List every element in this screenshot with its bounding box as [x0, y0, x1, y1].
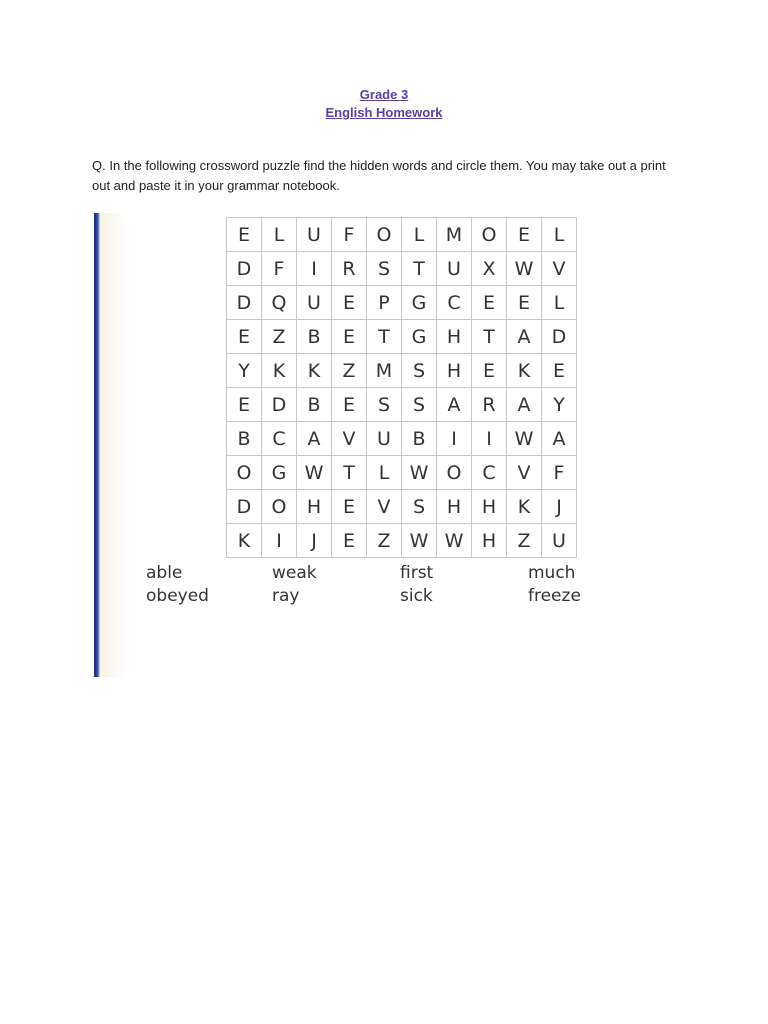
grid-cell: O	[437, 456, 472, 490]
grid-cell: G	[262, 456, 297, 490]
grid-cell: T	[472, 320, 507, 354]
grid-cell: L	[542, 218, 577, 252]
grid-cell: O	[472, 218, 507, 252]
grid-cell: R	[332, 252, 367, 286]
grid-cell: V	[332, 422, 367, 456]
grid-cell: F	[542, 456, 577, 490]
grid-cell: M	[437, 218, 472, 252]
grid-cell: U	[297, 218, 332, 252]
grid-cell: V	[507, 456, 542, 490]
grid-cell: E	[332, 286, 367, 320]
grid-cell: E	[332, 388, 367, 422]
grid-cell: I	[297, 252, 332, 286]
grid-cell: D	[227, 252, 262, 286]
grid-cell: W	[402, 524, 437, 558]
grid-cell: L	[367, 456, 402, 490]
grid-cell: I	[472, 422, 507, 456]
grid-cell: Y	[227, 354, 262, 388]
word-search-figure	[94, 213, 594, 677]
grid-cell: B	[297, 388, 332, 422]
grid-cell: S	[367, 252, 402, 286]
grid-cell: W	[507, 252, 542, 286]
grid-cell: H	[437, 354, 472, 388]
grid-cell: W	[402, 456, 437, 490]
margin-shade	[100, 213, 126, 677]
word-list	[146, 563, 596, 609]
grid-cell: L	[262, 218, 297, 252]
subject-title: English Homework	[325, 105, 443, 120]
grid-cell: A	[507, 388, 542, 422]
grid-cell: Z	[367, 524, 402, 558]
grid-cell: S	[402, 388, 437, 422]
grid-cell: H	[437, 490, 472, 524]
grid-cell: U	[297, 286, 332, 320]
hidden-word: weak	[272, 563, 317, 583]
grid-cell: S	[402, 490, 437, 524]
grid-cell: D	[227, 286, 262, 320]
grid-cell: D	[227, 490, 262, 524]
grid-cell: T	[367, 320, 402, 354]
grid-cell: E	[542, 354, 577, 388]
grid-cell: P	[367, 286, 402, 320]
grid-cell: H	[297, 490, 332, 524]
grid-cell: Y	[542, 388, 577, 422]
grid-cell: A	[297, 422, 332, 456]
grid-cell: X	[472, 252, 507, 286]
grid-cell: B	[227, 422, 262, 456]
grid-cell: H	[472, 490, 507, 524]
hidden-word: freeze	[528, 586, 581, 606]
hidden-word: much	[528, 563, 576, 583]
grid-cell: E	[472, 286, 507, 320]
letter-grid	[226, 217, 577, 558]
grid-cell: T	[332, 456, 367, 490]
grid-cell: B	[297, 320, 332, 354]
grid-cell: V	[542, 252, 577, 286]
grade-title: Grade 3	[359, 87, 409, 102]
grid-cell: I	[437, 422, 472, 456]
grid-cell: C	[437, 286, 472, 320]
hidden-word: ray	[272, 586, 300, 606]
grid-cell: H	[472, 524, 507, 558]
grid-cell: K	[507, 490, 542, 524]
grid-cell: A	[437, 388, 472, 422]
grid-cell: F	[332, 218, 367, 252]
grid-cell: R	[472, 388, 507, 422]
grid-cell: G	[402, 286, 437, 320]
grid-cell: K	[227, 524, 262, 558]
grid-cell: A	[542, 422, 577, 456]
grid-cell: W	[507, 422, 542, 456]
grid-cell: L	[542, 286, 577, 320]
grid-cell: U	[542, 524, 577, 558]
question-text: Q. In the following crossword puzzle find the hidden words and circle them. You may take out a print out and paste it in your grammar notebook.	[92, 158, 666, 193]
grid-cell: C	[262, 422, 297, 456]
grid-cell: Z	[262, 320, 297, 354]
grid-cell: S	[367, 388, 402, 422]
grid-cell: Z	[332, 354, 367, 388]
grid-cell: K	[262, 354, 297, 388]
grid-cell: V	[367, 490, 402, 524]
grid-cell: E	[507, 286, 542, 320]
grid-cell: G	[402, 320, 437, 354]
grid-cell: S	[402, 354, 437, 388]
hidden-word: sick	[400, 586, 433, 606]
grid-cell: E	[227, 218, 262, 252]
grid-cell: E	[507, 218, 542, 252]
grid-cell: Q	[262, 286, 297, 320]
grid-cell: B	[402, 422, 437, 456]
grid-cell: E	[227, 388, 262, 422]
document-header	[0, 86, 768, 122]
grid-cell: U	[437, 252, 472, 286]
grid-cell: W	[437, 524, 472, 558]
grid-cell: E	[332, 320, 367, 354]
grid-cell: T	[402, 252, 437, 286]
grid-cell: W	[297, 456, 332, 490]
grid-cell: C	[472, 456, 507, 490]
grid-cell: E	[332, 490, 367, 524]
hidden-word: able	[146, 563, 183, 583]
grid-cell: K	[507, 354, 542, 388]
grid-cell: O	[367, 218, 402, 252]
hidden-word: first	[400, 563, 434, 583]
grid-cell: U	[367, 422, 402, 456]
grid-cell: I	[262, 524, 297, 558]
grid-cell: F	[262, 252, 297, 286]
grid-cell: D	[542, 320, 577, 354]
grid-cell: M	[367, 354, 402, 388]
grid-cell: A	[507, 320, 542, 354]
grid-cell: H	[437, 320, 472, 354]
grid-cell: E	[332, 524, 367, 558]
grid-cell: E	[227, 320, 262, 354]
grid-cell: J	[542, 490, 577, 524]
grid-cell: O	[262, 490, 297, 524]
hidden-word: obeyed	[146, 586, 209, 606]
grid-cell: D	[262, 388, 297, 422]
grid-cell: O	[227, 456, 262, 490]
grid-cell: Z	[507, 524, 542, 558]
grid-cell: J	[297, 524, 332, 558]
grid-cell: E	[472, 354, 507, 388]
grid-cell: K	[297, 354, 332, 388]
grid-cell: L	[402, 218, 437, 252]
